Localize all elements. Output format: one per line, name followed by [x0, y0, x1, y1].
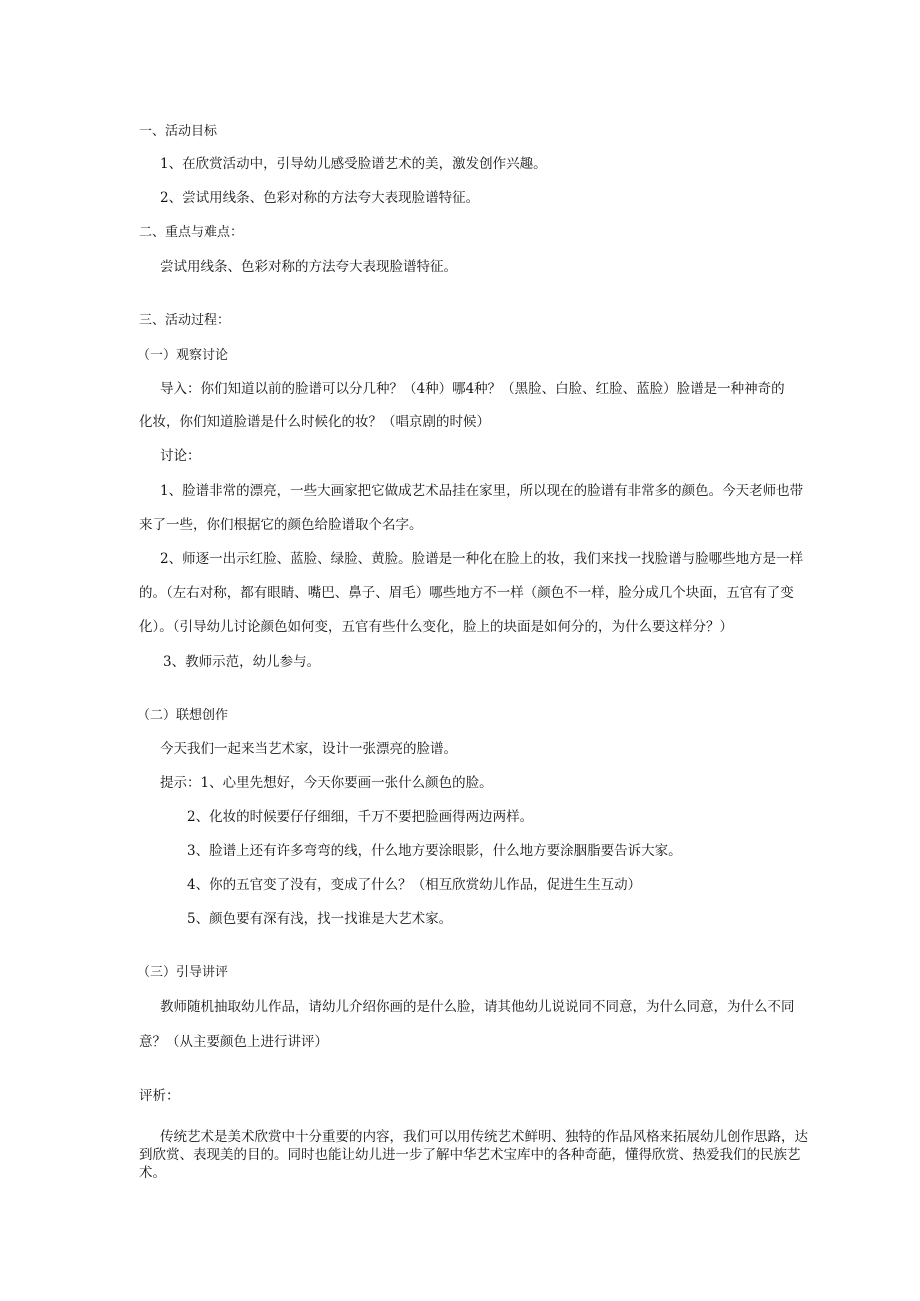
part1-intro-line-2: 化妆，你们知道脸谱是什么时候化的妆？（唱京剧的时候）: [139, 414, 490, 430]
review-line-2: 到欣赏、表现美的目的。同时也能让幼儿进一步了解中华艺术宝库中的各种奇葩，懂得欣赏、热爱我们的民族艺: [139, 1147, 801, 1163]
part2-heading: （二）联想创作: [137, 708, 229, 723]
part2-tip-3: 3、脸谱上还有许多弯弯的线，什么地方要涂眼影，什么地方要涂胭脂要告诉大家。: [187, 843, 682, 859]
part3-line-2: 意？（从主要颜色上进行讲评）: [139, 1034, 328, 1050]
goals-item-1: 1、在欣赏活动中，引导幼儿感受脸谱艺术的美，激发创作兴趣。: [160, 156, 547, 172]
part3-line-1: 教师随机抽取幼儿作品，请幼儿介绍你画的是什么脸，请其他幼儿说说同不同意，为什么同意，为什么不同: [160, 999, 795, 1015]
part3-heading: （三）引导讲评: [137, 965, 229, 980]
part2-tip-1: 提示：1、心里先想好，今天你要画一张什么颜色的脸。: [160, 775, 493, 791]
focus-heading: 二、重点与难点：: [139, 225, 244, 240]
process-heading: 三、活动过程：: [139, 313, 231, 328]
part2-tip-4: 4、你的五官变了没有，变成了什么？（相互欣赏幼儿作品，促进生生互动）: [187, 877, 642, 893]
part1-intro-line-1: 导入：你们知道以前的脸谱可以分几种？（4种）哪4种？（黑脸、白脸、红脸、蓝脸）脸谱是一种神奇的: [160, 381, 785, 397]
part1-discuss-2-line-2: 的。（左右对称，都有眼睛、嘴巴、鼻子、眉毛）哪些地方不一样（颜色不一样，脸分成几个块面，五官有了变: [139, 585, 794, 601]
goals-heading: 一、活动目标: [139, 124, 218, 139]
part2-tip-2: 2、化妆的时候要仔仔细细，千万不要把脸画得两边两样。: [187, 809, 534, 825]
part1-discuss-label: 讨论：: [160, 448, 201, 464]
review-line-3: 术。: [139, 1165, 166, 1181]
part1-discuss-2-line-1: 2、师逐一出示红脸、蓝脸、绿脸、黄脸。脸谱是一种化在脸上的妆，我们来找一找脸谱与脸哪些地方是一样: [160, 551, 804, 567]
part1-discuss-3: 3、教师示范，幼儿参与。: [163, 654, 321, 670]
part2-tip-5: 5、颜色要有深有浅，找一找谁是大艺术家。: [187, 911, 453, 927]
review-line-1: 传统艺术是美术欣赏中十分重要的内容，我们可以用传统艺术鲜明、独特的作品风格来拓展幼儿创作思路，达: [160, 1129, 808, 1145]
part1-heading: （一）观察讨论: [137, 348, 229, 363]
part1-discuss-1-line-2: 来了一些，你们根据它的颜色给脸谱取个名字。: [139, 517, 423, 533]
part2-intro: 今天我们一起来当艺术家，设计一张漂亮的脸谱。: [160, 741, 457, 757]
part1-discuss-1-line-1: 1、脸谱非常的漂亮，一些大画家把它做成艺术品挂在家里，所以现在的脸谱有非常多的颜色。今天老师也带: [160, 483, 804, 499]
goals-item-2: 2、尝试用线条、色彩对称的方法夸大表现脸谱特征。: [160, 190, 480, 206]
focus-text: 尝试用线条、色彩对称的方法夸大表现脸谱特征。: [160, 259, 457, 275]
part1-discuss-2-line-3: 化）。（引导幼儿讨论颜色如何变，五官有些什么变化，脸上的块面是如何分的，为什么要这样分？）: [139, 619, 733, 635]
review-label: 评析：: [139, 1088, 180, 1104]
